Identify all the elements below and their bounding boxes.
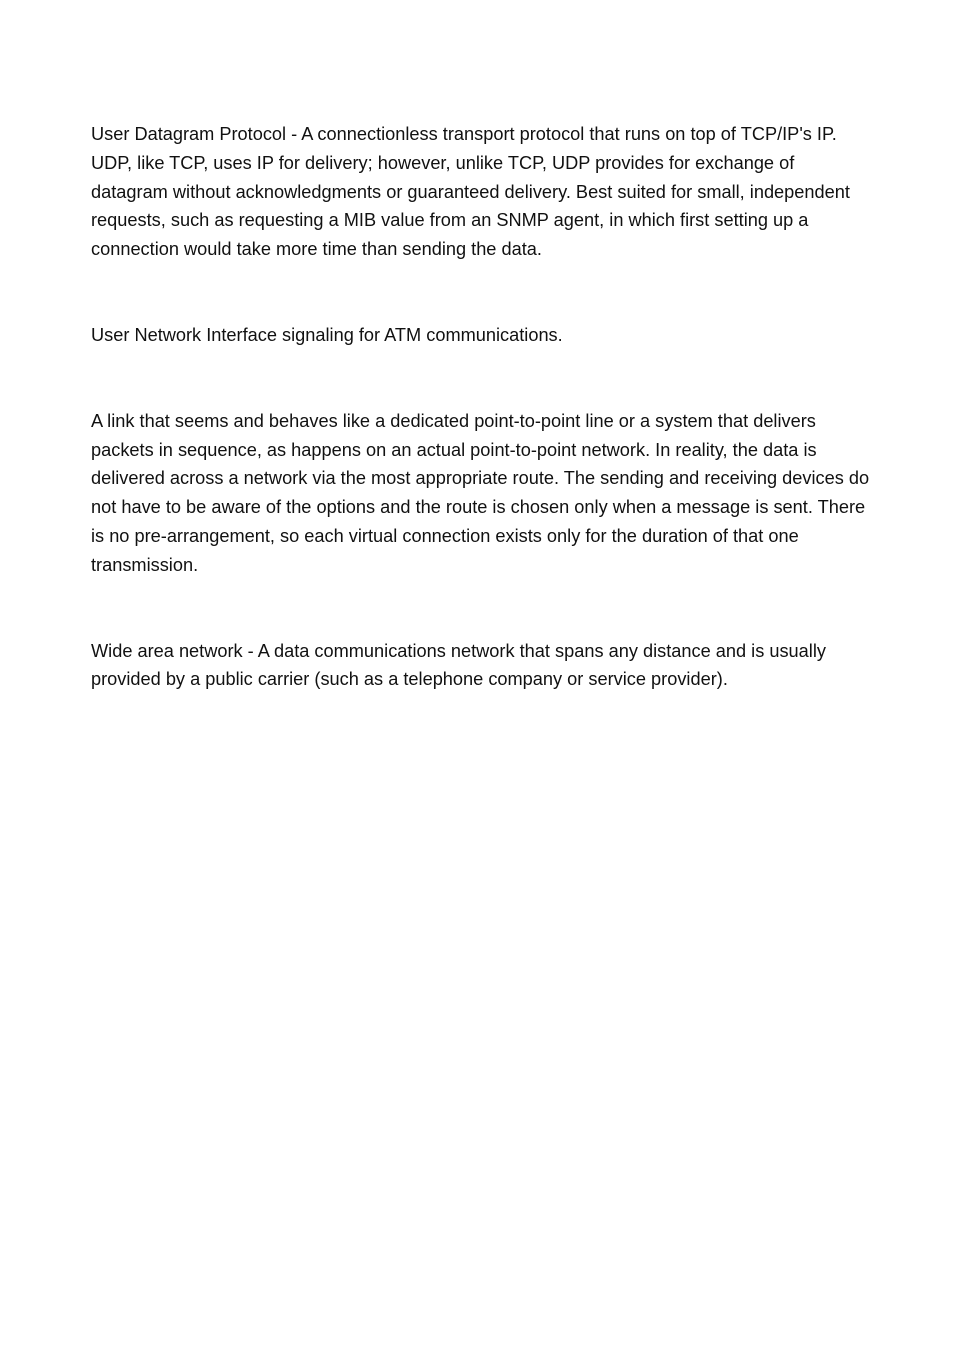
document-page (91, 120, 871, 694)
definition-uni: User Network Interface signaling for ATM communications. (91, 324, 563, 345)
definition-wan: Wide area network - A data communications network that spans any distance and is usually provided by a public carrier (such as a telephone company or service provider). (91, 640, 826, 690)
definition-udp: User Datagram Protocol - A connectionless transport protocol that runs on top of TCP/IP's IP. UDP, like TCP, uses IP for delivery; however, unlike TCP, UDP provides for exchange of datagram without acknowledgments or guaranteed delivery. Best suited for small, independent requests, such as requesting a MIB value from an SNMP agent, in which first setting up a connection would take more time than sending the data. (91, 124, 850, 260)
definition-virtual-circuit: A link that seems and behaves like a dedicated point-to-point line or a system that delivers packets in sequence, as happens on an actual point-to-point network. In reality, the data is delivered across a network via the most appropriate route. The sending and receiving devices do not have to be aware of the options and the route is chosen only when a message is sent. There is no pre-arrangement, so each virtual connection exists only for the duration of that one transmission. (91, 410, 870, 575)
